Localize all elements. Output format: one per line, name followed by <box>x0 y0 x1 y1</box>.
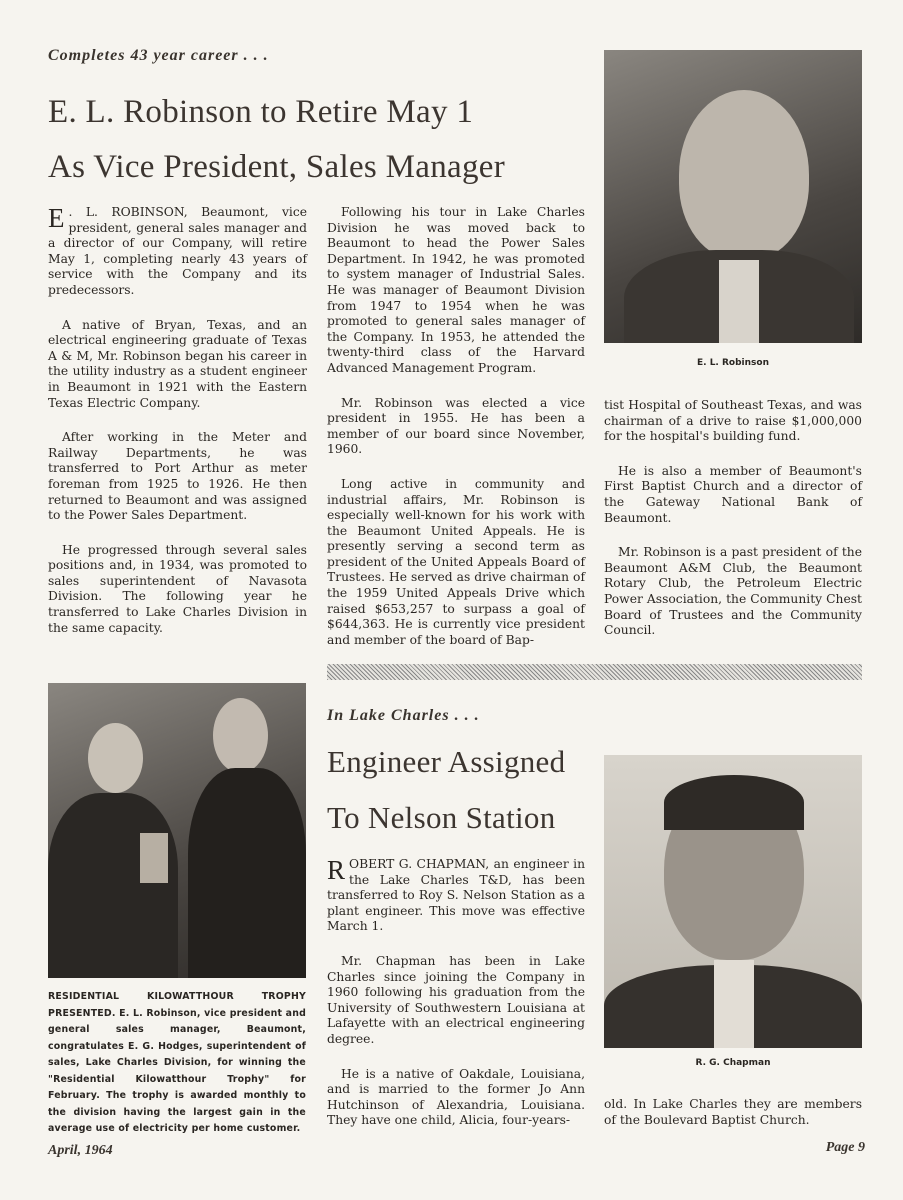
article1-kicker: Completes 43 year career . . . <box>48 47 269 64</box>
robinson-photo-caption: E. L. Robinson <box>697 358 769 368</box>
robinson-portrait-photo <box>604 50 862 343</box>
article2-column-2 <box>327 857 585 1148</box>
article1-headline-line1: E. L. Robinson to Retire May 1 <box>48 94 474 130</box>
paragraph: Mr. Robinson is a past president of the Beaumont A&M Club, the Beaumont Rotary Club, the Petroleum Electric Power Association, the Community Chest Board of Trustees and the Community Council. <box>604 545 862 638</box>
paragraph: He is a native of Oakdale, Louisiana, and is married to the former Jo Ann Hutchinson of Alexandria, Louisiana. They have one child, Alicia, four-years- <box>327 1066 585 1128</box>
article1-column-1 <box>48 205 307 655</box>
issue-date: April, 1964 <box>48 1143 113 1158</box>
trophy-photo-caption: RESIDENTIAL KILOWATTHOUR TROPHY PRESENTED. E. L. Robinson, vice president and general sales manager, Beaumont, congratulates E. G. Hodges, superintendent of sales, Lake Charles Division, for winning the "Residential Kilowatthour Trophy" for February. The trophy is awarded monthly to the division having the largest gain in the average use of electricity per home customer. <box>48 991 306 1134</box>
chapman-photo-caption: R. G. Chapman <box>695 1058 771 1068</box>
page-number: Page 9 <box>825 1140 865 1155</box>
trophy-presentation-photo <box>48 683 306 978</box>
paragraph: A native of Bryan, Texas, and an electrical engineering graduate of Texas A & M, Mr. Robinson began his career in the utility industry as a student engineer in Beaumont in 1921 with the Eastern Texas Electric Company. <box>48 317 307 410</box>
paragraph: Mr. Robinson was elected a vice president in 1955. He has been a member of our board since November, 1960. <box>327 395 585 457</box>
paragraph: Mr. Chapman has been in Lake Charles since joining the Company in 1960 following his graduation from the University of Southwestern Louisiana at Lafayette with an electrical engineering degree. <box>327 953 585 1046</box>
paragraph: He is also a member of Beaumont's First Baptist Church and a director of the Gateway National Bank of Beaumont. <box>604 463 862 525</box>
drop-cap: E <box>48 203 65 233</box>
article2-column-3 <box>604 1097 862 1147</box>
paragraph: tist Hospital of Southeast Texas, and was chairman of a drive to raise $1,000,000 for the hospital's building fund. <box>604 398 862 444</box>
paragraph: Long active in community and industrial affairs, Mr. Robinson is especially well-known for his work with the Beaumont United Appeals. He is presently serving a second term as president of the United Appeals Board of Trustees. He served as drive chairman of the 1959 United Appeals Drive which raised $653,257 to surpass a goal of $644,363. He is currently vice president and member of the board of Bap- <box>327 476 585 647</box>
paragraph: . L. ROBINSON, Beaumont, vice president, general sales manager and a director of our Company, will retire May 1, completing nearly 43 years of service with the Company and its predecessors. <box>48 205 307 297</box>
paragraph: Following his tour in Lake Charles Division he was moved back to Beaumont to head the Power Sales Department. In 1942, he was promoted to system manager of Industrial Sales. He was manager of Beaumont Division from 1947 to 1954 when he was promoted to general sales manager of the Company. In 1953, he attended the twenty-third class of the Harvard Advanced Management Program. <box>327 205 585 375</box>
paragraph: OBERT G. CHAPMAN, an engineer in the Lake Charles T&D, has been transferred to Roy S. Nelson Station as a plant engineer. This move was effective March 1. <box>327 857 585 934</box>
section-divider <box>327 664 862 680</box>
article1-column-3 <box>604 398 862 658</box>
paragraph: old. In Lake Charles they are members of the Boulevard Baptist Church. <box>604 1097 862 1127</box>
article2-headline-line1: Engineer Assigned <box>327 744 566 779</box>
article2-kicker: In Lake Charles . . . <box>327 707 480 724</box>
chapman-portrait-photo <box>604 755 862 1048</box>
drop-cap: R <box>327 855 346 885</box>
paragraph: After working in the Meter and Railway Departments, he was transferred to Port Arthur as meter foreman from 1925 to 1926. He then returned to Beaumont and was assigned to the Power Sales Department. <box>48 430 307 523</box>
article1-headline-line2: As Vice President, Sales Manager <box>48 149 505 185</box>
article2-headline-line2: To Nelson Station <box>327 800 556 835</box>
article1-column-2 <box>327 205 585 667</box>
paragraph: He progressed through several sales positions and, in 1934, was promoted to sales superintendent of Navasota Division. The following year he transferred to Lake Charles Division in the same capacity. <box>48 542 307 635</box>
